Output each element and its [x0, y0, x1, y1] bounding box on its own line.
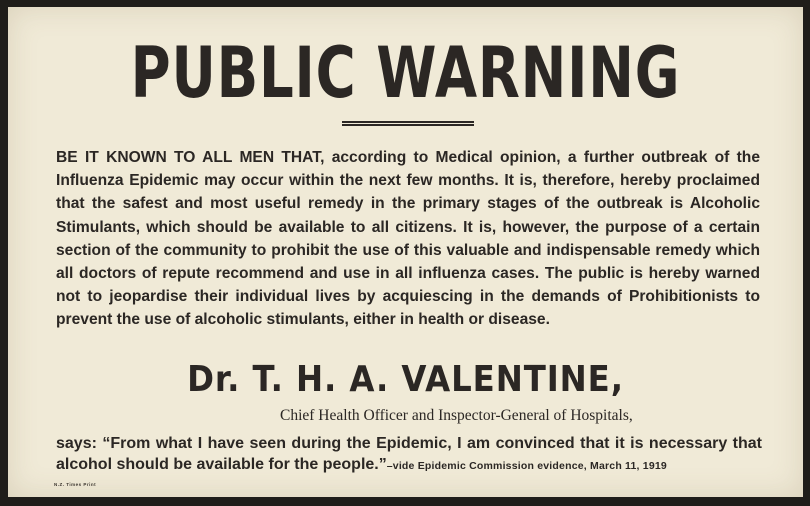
poster-title: PUBLIC WARNING [130, 32, 681, 114]
poster-sheet [8, 7, 803, 497]
proclamation-text: according to Medical opinion, a further outbreak of the Influenza Epidemic may occur within the next few months. It is, therefore, hereby proclaimed that the safest and most useful remedy in the primary stages of the outbreak is Alcoholic Stimulants, which should be available to all citizens. It is, however, the purpose of a certain section of the community to prohibit the use of this valuable and indispensable remedy which all doctors of repute recommend and use in all influenza cases. The public is hereby warned not to jeopardise their individual lives by acquiescing in the demands of Prohibitionists to prevent the use of alcoholic stimulants, either in health or disease. [56, 149, 760, 329]
signatory-name: Dr. T. H. A. VALENTINE, [187, 359, 624, 400]
quote-text: says: “From what I have seen during the Epidemic, I am convinced that it is necessary that alcohol should be available for the people.” [56, 435, 762, 473]
proclamation-body [56, 146, 760, 332]
printer-imprint: N.Z. Times Print [54, 482, 97, 487]
signatory-role: Chief Health Officer and Inspector-General of Hospitals, [280, 407, 633, 424]
quote-citation: –vide Epidemic Commission evidence, March 11, 1919 [386, 460, 667, 472]
proclamation-lead: BE IT KNOWN TO ALL MEN THAT, [56, 149, 325, 166]
quote-block [56, 433, 762, 477]
title-underline [342, 121, 474, 123]
